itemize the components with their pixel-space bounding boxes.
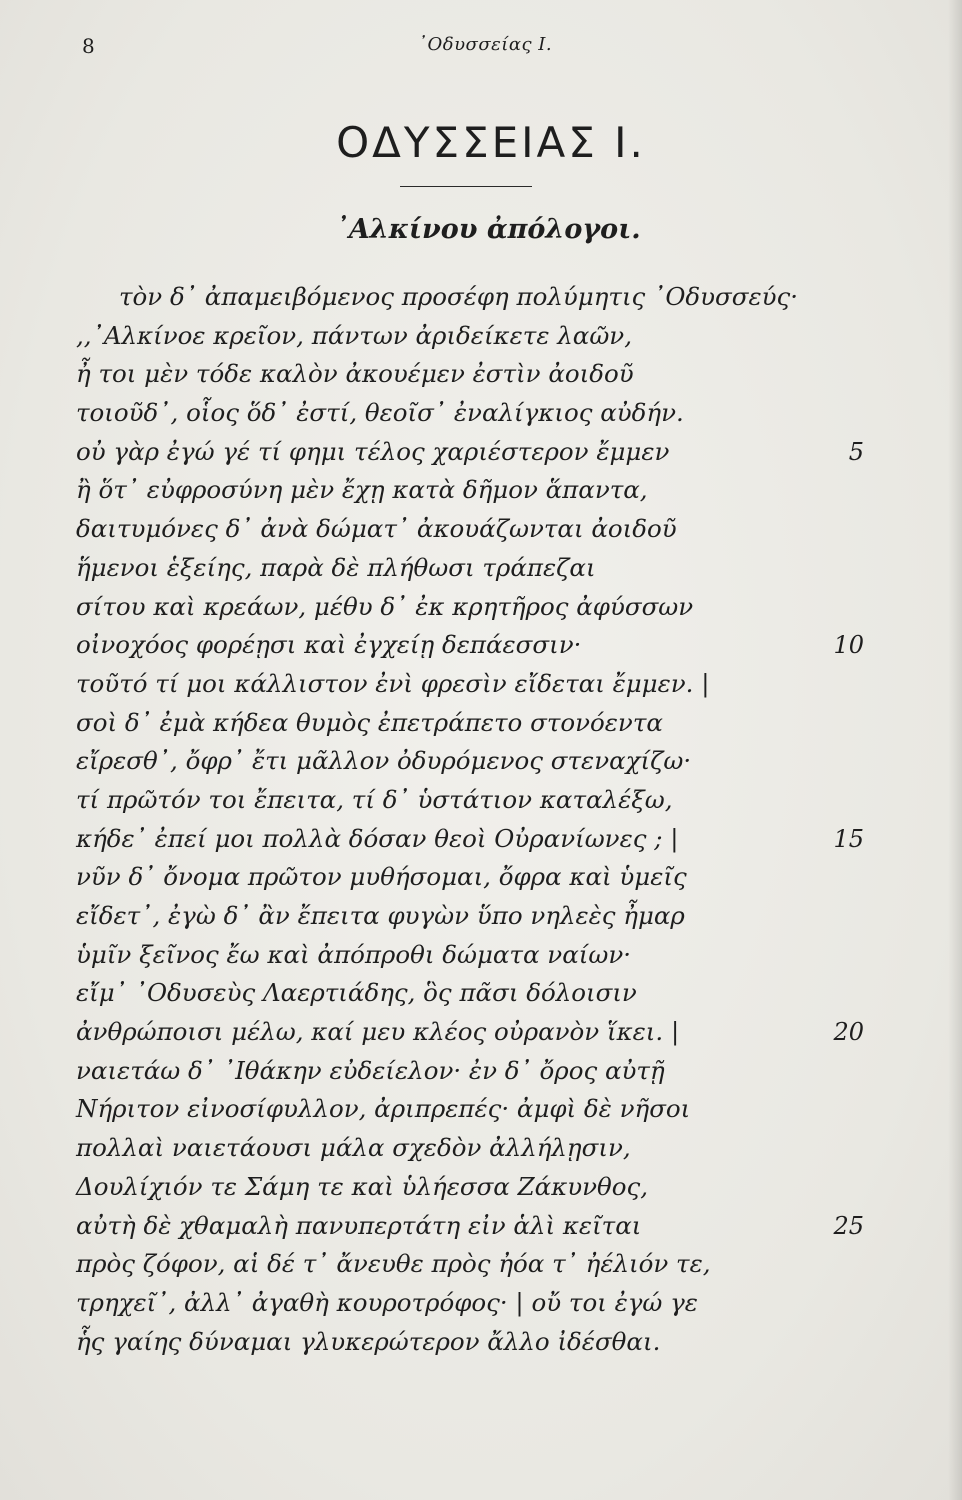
- verse-line: [0, 510, 962, 549]
- verse-text: πρὸς ζόφον, αἱ δέ τ᾽ ἄνευθε πρὸς ἠόα τ᾽ ἠέλιόν τε,: [76, 1249, 711, 1279]
- verse-text: αὐτὴ δὲ χθαμαλὴ πανυπερτάτη εἰν ἁλὶ κεῖται: [76, 1210, 642, 1240]
- verse-text: οὐ γὰρ ἐγώ γέ τί φημι τέλος χαριέστερον ἔμμεν: [76, 436, 670, 466]
- verse-line: [0, 665, 962, 704]
- verse-text: τὸν δ᾽ ἀπαμειβόμενος προσέφη πολύμητις ᾽Οδυσσεύς·: [119, 282, 799, 311]
- verse-line: [0, 626, 962, 665]
- verse-line: [0, 278, 962, 317]
- verse-text: τοῦτό τί μοι κάλλιστον ἐνὶ φρεσὶν εἴδεται ἔμμεν. |: [76, 668, 710, 698]
- verse-list: [0, 278, 962, 1361]
- verse-line: [0, 549, 962, 588]
- verse-line: [0, 974, 962, 1013]
- verse-text: τοιοῦδ᾽, οἷος ὅδ᾽ ἐστί, θεοῖσ᾽ ἐναλίγκιος αὐδήν.: [76, 398, 684, 428]
- verse-text: σοὶ δ᾽ ἐμὰ κήδεα θυμὸς ἐπετράπετο στονόεντα: [76, 707, 663, 737]
- verse-text: ἧς γαίης δύναμαι γλυκερώτερον ἄλλο ἰδέσθαι.: [76, 1326, 661, 1356]
- verse-line: [0, 1284, 962, 1323]
- line-number: 10: [833, 631, 864, 660]
- verse-line: [0, 897, 962, 936]
- verse-text: δαιτυμόνες δ᾽ ἀνὰ δώματ᾽ ἀκουάζωνται ἀοιδοῦ: [76, 514, 677, 544]
- verse-text: πολλαὶ ναιετάουσι μάλα σχεδὸν ἀλλήλῃσιν,: [76, 1133, 631, 1163]
- verse-text: σίτου καὶ κρεάων, μέθυ δ᾽ ἐκ κρητῆρος ἀφύσσων: [76, 591, 694, 621]
- verse-text: κήδε᾽ ἐπεί μοι πολλὰ δόσαν θεοὶ Οὐρανίωνες ; |: [76, 823, 679, 853]
- running-head: [0, 34, 962, 64]
- book-title: ΟΔΥΣΣΕΙΑΣ Ι.: [336, 118, 646, 167]
- verse-text: τί πρῶτόν τοι ἔπειτα, τί δ᾽ ὑστάτιον καταλέξω,: [76, 784, 673, 814]
- verse-line: [0, 858, 962, 897]
- verse-text: ,,᾽Αλκίνοε κρεῖον, πάντων ἀριδείκετε λαῶν,: [76, 320, 632, 350]
- verse-text: ἀνθρώποισι μέλω, καί μευ κλέος οὐρανὸν ἵκει. |: [76, 1017, 680, 1047]
- verse-line: [0, 588, 962, 627]
- verse-text: νῦν δ᾽ ὄνομα πρῶτον μυθήσομαι, ὄφρα καὶ ὑμεῖς: [76, 862, 687, 892]
- verse-text: εἴρεσθ᾽, ὄφρ᾽ ἔτι μᾶλλον ὀδυρόμενος στεναχίζω·: [76, 746, 692, 776]
- verse-text: ναιετάω δ᾽ ᾽Ιθάκην εὐδείελον· ἐν δ᾽ ὄρος αὐτῇ: [76, 1055, 665, 1085]
- running-title: ᾽Οδυσσείας Ι.: [418, 34, 553, 55]
- page-number: 8: [82, 34, 95, 58]
- verse-line: [0, 1207, 962, 1246]
- verse-line: [0, 394, 962, 433]
- verse-text: Δουλίχιόν τε Σάμη τε καὶ ὑλήεσσα Ζάκυνθος,: [76, 1171, 649, 1201]
- line-number: 5: [848, 437, 864, 466]
- verse-line: [0, 433, 962, 472]
- verse-text: εἴδετ᾽, ἐγὼ δ᾽ ἂν ἔπειτα φυγὼν ὕπο νηλεὲς ἦμαρ: [76, 901, 685, 930]
- verse-line: [0, 1323, 962, 1362]
- verse-text: οἰνοχόος φορέῃσι καὶ ἐγχείῃ δεπάεσσιν·: [76, 630, 582, 660]
- verse-line: [0, 1168, 962, 1207]
- verse-line: [0, 1052, 962, 1091]
- verse-line: [0, 1013, 962, 1052]
- verse-line: [0, 820, 962, 859]
- verse-text: εἴμ᾽ ᾽Οδυσεὺς Λαερτιάδης, ὃς πᾶσι δόλοισιν: [76, 978, 637, 1008]
- verse-line: [0, 1090, 962, 1129]
- verse-text: ἦ τοι μὲν τόδε καλὸν ἀκουέμεν ἐστὶν ἀοιδοῦ: [76, 359, 634, 389]
- verse-text: τρηχεῖ᾽, ἀλλ᾽ ἀγαθὴ κουροτρόφος· | οὔ τοι ἐγώ γε: [76, 1287, 698, 1317]
- verse-line: [0, 742, 962, 781]
- line-number: 25: [833, 1211, 864, 1240]
- verse-text: ἥμενοι ἑξείης, παρὰ δὲ πλήθωσι τράπεζαι: [76, 552, 596, 582]
- section-subtitle: ᾽Αλκίνου ἀπόλογοι.: [335, 214, 641, 245]
- title-divider: [400, 186, 532, 187]
- verse-line: [0, 1129, 962, 1168]
- verse-text: ἢ ὅτ᾽ εὐφροσύνη μὲν ἔχῃ κατὰ δῆμον ἅπαντα,: [76, 475, 648, 505]
- line-number: 15: [833, 824, 864, 853]
- verse-text: Νήριτον εἰνοσίφυλλον, ἀριπρεπές· ἀμφὶ δὲ νῆσοι: [76, 1094, 691, 1124]
- verse-line: [0, 471, 962, 510]
- verse-line: [0, 936, 962, 975]
- verse-text: ὑμῖν ξεῖνος ἔω καὶ ἀπόπροθι δώματα ναίων·: [76, 939, 632, 969]
- verse-line: [0, 317, 962, 356]
- verse-line: [0, 704, 962, 743]
- verse-line: [0, 1245, 962, 1284]
- line-number: 20: [833, 1018, 864, 1047]
- verse-line: [0, 781, 962, 820]
- verse-line: [0, 355, 962, 394]
